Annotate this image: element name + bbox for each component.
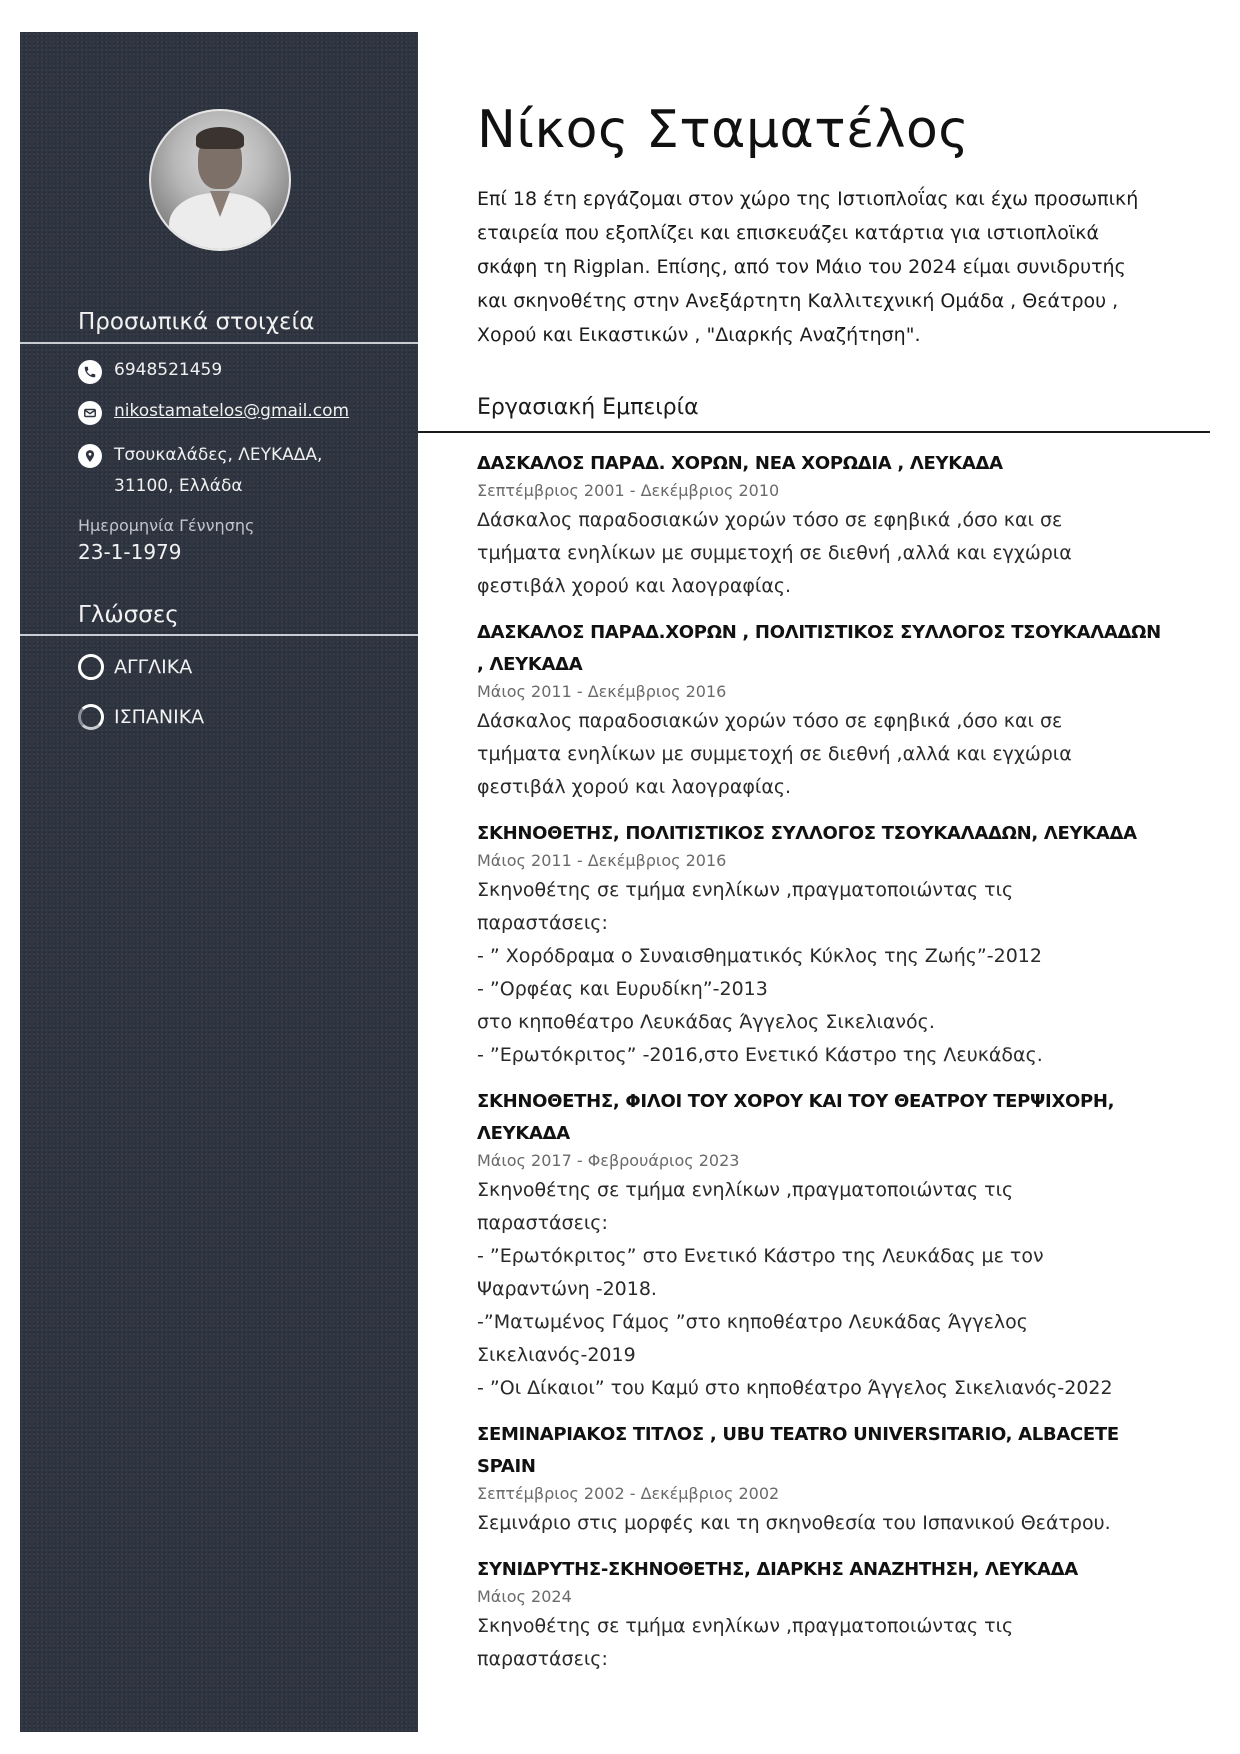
job-description: Σκηνοθέτης σε τμήμα ενηλίκων ,πραγματοποιώντας τις παραστάσεις: - ” Χορόδραμα ο Συναισθηματικός Κύκλος της Ζωής”-2012 - ”Ορφέας και Ευρυδίκη”-2013 στο κηποθέατρο Λευκάδας Άγγελος Σικελιανός. - ”Ερωτόκριτος” -2016,στο Ενετικό Κάστρο της Λευκάδας.: [477, 879, 1043, 1066]
language-label: ΑΓΓΛΙΚΑ: [114, 656, 193, 678]
phone-row[interactable]: [78, 360, 222, 384]
address-row: [78, 444, 322, 502]
job-description: Σκηνοθέτης σε τμήμα ενηλίκων ,πραγματοποιώντας τις παραστάσεις: - ”Ερωτόκριτος” στο Ενετικό Κάστρο της Λευκάδας με τον Ψαραντώνη -2018. -”Ματωμένος Γάμος ”στο κηποθέατρο Λευκάδας Άγγελος Σικελιανός-2019 - ”Οι Δίκαιοι” του Καμύ στο κηποθέατρο Άγγελος Σικελιανός-2022: [477, 1179, 1113, 1399]
job-entry: [477, 818, 1167, 1072]
language-item-english: [78, 654, 192, 680]
job-description: Σκηνοθέτης σε τμήμα ενηλίκων ,πραγματοποιώντας τις παραστάσεις:: [477, 1615, 1014, 1670]
personal-info-divider: [20, 342, 418, 344]
phone-number: 6948521459: [114, 360, 223, 380]
experience-list: [477, 448, 1167, 1690]
job-dates: Σεπτέμβριος 2001 - Δεκέμβριος 2010: [477, 481, 780, 500]
language-level-icon: [78, 704, 104, 730]
language-label: ΙΣΠΑΝΙΚΑ: [114, 706, 205, 728]
job-entry: [477, 617, 1167, 804]
job-title: ΣΚΗΝΟΘΕΤΗΣ, ΦΙΛΟΙ ΤΟΥ ΧΟΡΟΥ ΚΑΙ ΤΟΥ ΘΕΑΤΡΟΥ ΤΕΡΨΙΧΟΡΗ, ΛΕΥΚΑΔΑ: [477, 1091, 1115, 1144]
job-title: ΣΥΝΙΔΡΥΤΗΣ-ΣΚΗΝΟΘΕΤΗΣ, ΔΙΑΡΚΗΣ ΑΝΑΖΗΤΗΣΗ, ΛΕΥΚΑΔΑ: [477, 1559, 1078, 1580]
job-dates: Σεπτέμβριος 2002 - Δεκέμβριος 2002: [477, 1484, 780, 1503]
job-entry: [477, 1419, 1167, 1540]
job-entry: [477, 448, 1167, 603]
birthdate-value: 23-1-1979: [78, 540, 182, 564]
email-link[interactable]: nikostamatelos@gmail.com: [114, 401, 350, 421]
job-title: ΔΑΣΚΑΛΟΣ ΠΑΡΑΔ.ΧΟΡΩΝ , ΠΟΛΙΤΙΣΤΙΚΟΣ ΣΥΛΛΟΓΟΣ ΤΣΟΥΚΑΛΑΔΩΝ , ΛΕΥΚΑΔΑ: [477, 622, 1161, 675]
email-row[interactable]: [78, 401, 349, 425]
job-description: Δάσκαλος παραδοσιακών χορών τόσο σε εφηβικά ,όσο και σε τμήματα ενηλίκων με συμμετοχή σε διεθνή ,αλλά και εγχώρια φεστιβάλ χορού και λαογραφίας.: [477, 509, 1072, 597]
job-description: Σεμινάριο στις μορφές και τη σκηνοθεσία του Ισπανικού Θεάτρου.: [477, 1512, 1111, 1534]
language-item-spanish: [78, 704, 204, 730]
person-name: Νίκος Σταματέλος: [477, 100, 970, 160]
job-title: ΔΑΣΚΑΛΟΣ ΠΑΡΑΔ. ΧΟΡΩΝ, ΝΕΑ ΧΟΡΩΔΙΑ , ΛΕΥΚΑΔΑ: [477, 453, 1003, 474]
job-description: Δάσκαλος παραδοσιακών χορών τόσο σε εφηβικά ,όσο και σε τμήματα ενηλίκων με συμμετοχή σε διεθνή ,αλλά και εγχώρια φεστιβάλ χορού και λαογραφίας.: [477, 710, 1072, 798]
job-dates: Μάιος 2024: [477, 1587, 572, 1606]
experience-divider: [418, 431, 1210, 433]
job-dates: Μάιος 2017 - Φεβρουάριος 2023: [477, 1151, 740, 1170]
personal-info-heading: Προσωπικά στοιχεία: [78, 309, 315, 335]
job-title: ΣΕΜΙΝΑΡΙΑΚΟΣ ΤΙΤΛΟΣ , UBU TEATRO UNIVERSITARIO, ALBACETE SPAIN: [477, 1424, 1119, 1477]
job-entry: [477, 1086, 1167, 1405]
experience-heading: Εργασιακή Εμπειρία: [477, 395, 699, 420]
languages-divider: [20, 634, 418, 636]
job-dates: Μάιος 2011 - Δεκέμβριος 2016: [477, 682, 727, 701]
sidebar: [20, 32, 418, 1732]
address-line-2: 31100, Ελλάδα: [114, 476, 243, 496]
location-icon: [78, 444, 102, 468]
job-dates: Μάιος 2011 - Δεκέμβριος 2016: [477, 851, 727, 870]
address-line-1: Τσουκαλάδες, ΛΕΥΚΑΔΑ,: [114, 445, 323, 465]
phone-icon: [78, 360, 102, 384]
job-entry: [477, 1554, 1167, 1676]
main-content: [477, 100, 1157, 352]
profile-photo: [149, 109, 291, 251]
language-level-icon: [78, 654, 104, 680]
profile-summary: Επί 18 έτη εργάζομαι στον χώρο της Ιστιοπλοΐας και έχω προσωπική εταιρεία που εξοπλίζει και επισκευάζει κατάρτια για ιστιοπλοϊκά σκάφη τη Rigplan. Επίσης, από τον Μάιο του 2024 είμαι συνιδρυτής και σκηνοθέτης στην Ανεξάρτητη Καλλιτεχνική Ομάδα , Θεάτρου , Χορού και Εικαστικών , "Διαρκής Αναζήτηση".: [477, 188, 1139, 346]
mail-icon: [78, 401, 102, 425]
job-title: ΣΚΗΝΟΘΕΤΗΣ, ΠΟΛΙΤΙΣΤΙΚΟΣ ΣΥΛΛΟΓΟΣ ΤΣΟΥΚΑΛΑΔΩΝ, ΛΕΥΚΑΔΑ: [477, 823, 1137, 844]
birthdate-label: Ημερομηνία Γέννησης: [78, 516, 255, 535]
languages-heading: Γλώσσες: [78, 602, 179, 628]
